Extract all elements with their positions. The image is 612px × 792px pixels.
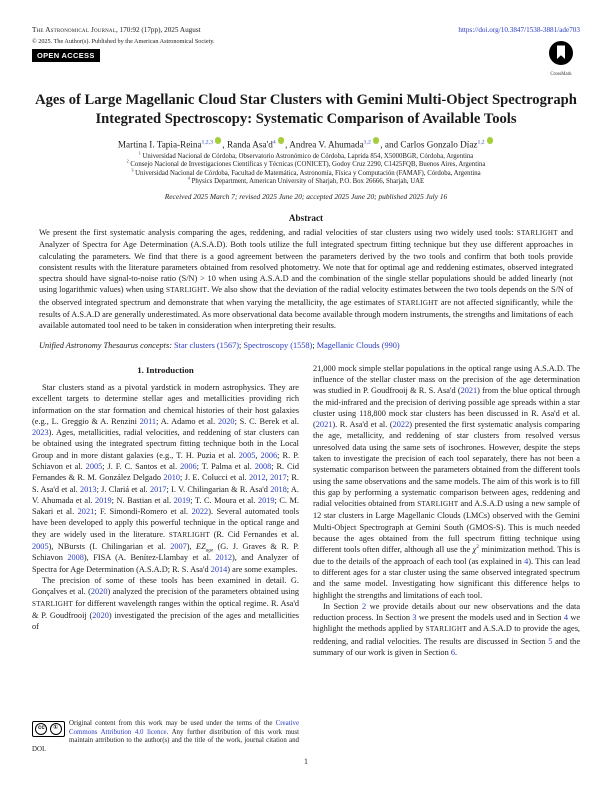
text-run: ) analyzed the precision of the parameters obtained using: [107, 587, 300, 597]
text-run: Star clusters stand as a pivotal yardstick in modern astrophysics. They are excellent targets to determine stellar ages and metallicities providing rich information on the star formation and chemical histories of their host galaxies (e.g., L. Greggio & A. Renzini: [32, 382, 299, 426]
text-run: and A.S.A.D to provide the ages, reddening, and radial velocities. The results are discussed in Section: [313, 624, 580, 646]
text-run: ), and Analyzer of Spectra for Age Determination (A.S.A.D; R. S. Asa'd: [32, 553, 299, 574]
text-run: 1: [138, 150, 141, 156]
crossmark-logo[interactable]: [548, 40, 574, 77]
text-run: . Any further distribution of this work must maintain attribution to the author(s) and the title of the work, journal citation and DOI.: [32, 728, 299, 753]
affiliation-line: [32, 178, 580, 187]
inline-link[interactable]: 2021: [77, 507, 95, 517]
doi-link[interactable]: https://doi.org/10.3847/1538-3881/ade703: [458, 26, 580, 34]
orcid-icon[interactable]: [215, 137, 222, 144]
text-run: ; R. S. Asa'd et al.: [32, 473, 299, 494]
text-run: 2: [476, 544, 479, 551]
orcid-icon[interactable]: [373, 137, 380, 144]
crossmark-icon: [548, 40, 574, 71]
text-run: ; R. P. Schiavon et al.: [32, 450, 299, 471]
inline-link[interactable]: 2014: [210, 564, 228, 574]
text-run: ; C. M. Sakari et al.: [32, 495, 299, 517]
text-run: The precision of some of these tools has been examined in detail. G. Gonçalves et al. (: [32, 575, 299, 597]
body-paragraph: [313, 363, 580, 601]
text-run: and Analyzer of Spectra for Age Determination (A.S.A.D). Both tools utilize the full integrated spectrum fitting technique but they use different approaches in calculating the parameters. We find that there is a good agreement between the parameters derived by the two tools and confirm that both tools provide consistent results with the literature parameters obtained from resolved photometry. We note that for optimal age and reddening estimates, observed integrated spectra should have signal-to-noise ratio (S/N) > 10 when using A.S.A.D and the combination of the single stellar populations should be added linearly (not using logarithmic values) when using: [39, 227, 573, 295]
inline-link[interactable]: 2017: [149, 484, 167, 494]
text-run: ; F. Simondi-Romero et al.: [94, 507, 192, 517]
text-run: and the summary of our work is given in Section: [313, 636, 580, 658]
text-run: 21,000 mock simple stellar populations in the optical range using A.S.A.D. The influence of the stellar cluster mass on the precision of the age determination was studied in P. Goudfrooij & R. S. Asa'd (: [313, 363, 580, 396]
text-run: ), NBursts (I. Chilingarian et al.: [48, 542, 171, 552]
cc-by-license-icon[interactable]: [32, 721, 65, 737]
inline-link[interactable]: 2020: [90, 587, 108, 597]
text-run: ),: [186, 542, 197, 552]
text-run: 2: [126, 158, 129, 164]
text-run: STARLIGHT: [32, 599, 74, 608]
text-run: ; T. C. Moura et al.: [190, 495, 258, 505]
open-access-badge: OPEN ACCESS: [32, 49, 100, 62]
text-run: ; A. V. Ahumada et al.: [32, 484, 299, 505]
inline-link[interactable]: 2005: [85, 461, 103, 471]
text-run: we present the models used and in Section: [416, 613, 564, 623]
text-run: are not affected significantly, while the results of A.S.A.D are generally underestimated. As more observational data become available through modern instruments, the strengths and limitations of each available automated tool need to be taken in consideration when interpreting their results.: [39, 297, 573, 331]
inline-link[interactable]: 2020: [217, 416, 235, 426]
text-run: ;: [239, 340, 244, 350]
text-run: EZ: [196, 542, 206, 552]
inline-link[interactable]: 2006: [260, 450, 278, 460]
inline-link[interactable]: 2011: [139, 416, 157, 426]
inline-link[interactable]: 2008: [254, 461, 272, 471]
text-run: ; A. Adamo et al.: [156, 416, 218, 426]
text-run: χ: [472, 545, 477, 555]
inline-link[interactable]: 1,2: [363, 139, 371, 146]
inline-link[interactable]: 2007: [170, 542, 187, 552]
thesaurus-concepts-line: [32, 341, 580, 350]
inline-link[interactable]: 1,2: [477, 139, 485, 146]
journal-info: [32, 26, 215, 62]
text-run: ), FISA (A. Benítez-Llambay et al.: [83, 553, 216, 563]
text-run: Original content from this work may be used under the terms of the: [69, 719, 276, 727]
text-run: , Andrea V. Ahumada: [285, 139, 364, 150]
inline-link[interactable]: 6: [450, 648, 455, 658]
inline-link[interactable]: 4: [272, 139, 276, 146]
text-run: STARLIGHT: [425, 625, 467, 634]
affiliations: [32, 150, 580, 187]
text-run: ; T. Palma et al.: [196, 461, 255, 471]
text-run: .: [454, 648, 458, 658]
section-heading-introduction: 1. Introduction: [137, 364, 194, 375]
abstract-heading: Abstract: [288, 212, 324, 223]
inline-link[interactable]: 2018: [270, 484, 287, 494]
text-run: ). Several automated tools have been developed to apply this powerful technique in the optical range and they are widely used in the literature.: [32, 507, 299, 539]
text-run: we highlight the methods applied by: [313, 613, 580, 634]
text-run: Consejo Nacional de Investigaciones Científicas y Técnicas (CONICET), Godoy Cruz 2290, C1425FQB, Buenos Aires, Argentina: [128, 161, 486, 169]
text-run: ; J. Clariá et al.: [96, 484, 150, 494]
text-run: ). Ages, metallicities, radial velocities, and reddening of star clusters can be obtained using the integrated spectrum fitting technique both in the Local Group and in more distant galaxies (e.g., T. H. Puzia et al.: [32, 428, 299, 460]
inline-link[interactable]: 2: [362, 601, 367, 611]
text-run: ;: [312, 340, 317, 350]
inline-link[interactable]: 3: [412, 613, 417, 623]
abstract-text: [32, 227, 580, 332]
cc-icon: cc: [35, 723, 47, 735]
by-person-icon: ①: [50, 723, 62, 735]
inline-link[interactable]: 2019: [257, 495, 275, 505]
text-run: 3: [131, 167, 134, 173]
inline-link[interactable]: 2021: [460, 386, 478, 396]
inline-link[interactable]: 2022: [191, 507, 209, 517]
text-run: ,: [255, 450, 261, 460]
text-run: Universidad Nacional de Córdoba, Observatorio Astronómico de Córdoba, Laprida 854, X5000BGR, Córdoba, Argentina: [140, 152, 474, 160]
text-run: (R. Cid Fernandes et al.: [209, 529, 299, 539]
journal-title-line: [32, 26, 215, 36]
inline-link[interactable]: 2019: [173, 495, 191, 505]
text-run: Martina I. Tapia-Reina: [117, 139, 202, 150]
right-column: [313, 363, 580, 755]
orcid-icon[interactable]: [487, 137, 494, 144]
header-right: [458, 26, 580, 77]
text-run: ) investigated the precision of the ages and metallicities of: [32, 610, 299, 632]
inline-link[interactable]: Star clusters (1567): [174, 340, 240, 350]
inline-link[interactable]: Magellanic Clouds (990): [316, 340, 400, 350]
inline-link[interactable]: 2020: [92, 610, 109, 620]
inline-link[interactable]: 4: [563, 613, 568, 623]
text-run: We present the first systematic analysis comparing the ages, reddening, and radial velocities of star clusters using two widely used tools:: [39, 227, 517, 237]
text-run: . We also show that the deviation of the radial velocity estimates between the two tools depends on the S/N of the observed integrated spectrum and demonstrate that when varying the metallicity, the age estimates of: [39, 285, 573, 307]
text-run: we provide details about our new observations and the data reduction process. In Section: [313, 601, 580, 623]
inline-link[interactable]: 2010: [163, 473, 181, 483]
text-run: STARLIGHT: [516, 228, 558, 237]
inline-link[interactable]: 2021: [315, 420, 333, 430]
body-paragraph: [313, 601, 580, 658]
body-columns: [32, 363, 580, 755]
text-run: (G. J. Graves & R. P. Schiavon: [32, 542, 300, 563]
text-run: ,: [265, 473, 271, 483]
text-run: Physics Department, American University of Sharjah, P.O. Box 26666, Sharjah, UAE: [189, 178, 425, 186]
text-run: ; S. C. Berek et al.: [234, 416, 299, 426]
text-run: STARLIGHT: [397, 298, 439, 307]
affiliation-line: [32, 150, 580, 162]
text-run: minimization method. This is due to the details of the approach of each tool (as explained in: [313, 545, 580, 566]
inline-link[interactable]: 2017: [270, 473, 287, 483]
body-paragraph: [32, 382, 299, 575]
text-run: ). R. Asa'd et al. (: [332, 420, 393, 430]
page-header: [32, 26, 580, 77]
copyright-line: © 2025. The Author(s). Published by the American Astronomical Society.: [32, 37, 215, 45]
inline-link[interactable]: 5: [548, 636, 553, 646]
text-run: ). This can lead to different ages for a star cluster using the same observed integrated spectrum and the same model. Investigating how significant this difference helps to highlight the strengths and limitations of each tool.: [313, 556, 580, 600]
text-run: In Section: [323, 601, 362, 611]
body-paragraph: [32, 575, 299, 632]
inline-link[interactable]: 2012: [215, 553, 232, 563]
inline-link[interactable]: 2008: [67, 553, 84, 563]
license-footnote: [32, 712, 299, 755]
received-dates-line: Received 2025 March 7; revised 2025 June 20; accepted 2025 June 20; published 2025 July 16: [164, 191, 448, 201]
inline-link[interactable]: Creative Commons Attribution 4.0 licence: [69, 719, 299, 736]
text-run: 4: [187, 176, 190, 182]
crossmark-caption: CrossMark: [550, 72, 572, 77]
orcid-icon[interactable]: [278, 137, 285, 144]
text-run: , and Carlos Gonzalo Díaz: [380, 139, 478, 150]
text-run: ; R. Cid Fernandes & R. M. González Delgado: [32, 461, 300, 483]
inline-link[interactable]: 2006: [180, 461, 197, 471]
page-number: 1: [303, 756, 309, 766]
inline-link[interactable]: 1,2,3: [201, 139, 213, 146]
text-run: Unified Astronomy Thesaurus concepts:: [39, 340, 175, 350]
text-run: , Randa Asa'd: [222, 139, 273, 150]
inline-link[interactable]: Spectroscopy (1558): [243, 340, 313, 350]
footnote-text: [32, 720, 299, 753]
text-run: , 170:92 (17pp), 2025 August: [116, 26, 201, 34]
text-run: Universidad Nacional de Córdoba, Facultad de Matemática, Astronomía, Física y Computación (FAMAF), Córdoba, Argentina: [133, 169, 481, 177]
text-run: ; J. E. Colucci et al.: [180, 473, 249, 483]
text-run: ) presented the first systematic analysis comparing the age, metallicity, and reddening of star clusters from resolved versus unresolved data using the same sets of isochrones. However, despite the steps taken to investigate the precision of each tool separately, there has not been a systematic comparison between the parameters obtained from the different tools using the same observations and the same models. The aim of this work is to fill this gap by performing a systematic comparison between ages, reddening and radial velocities obtained from: [313, 420, 580, 509]
text-run: for different wavelength ranges within the optical regime. R. Asa'd & P. Goudfrooij (: [32, 598, 299, 620]
text-run: ; I. V. Chilingarian & R. Asa'd: [166, 484, 271, 494]
text-run: The Astronomical Journal: [32, 26, 116, 34]
inline-link[interactable]: 2005: [32, 542, 49, 552]
paper-title: Ages of Large Magellanic Cloud Star Clusters with Gemini Multi-Object Spectrograph Integrated Spectroscopy: Systematic Comparison of Available Tools: [35, 92, 577, 127]
author-list: [32, 137, 580, 150]
inline-link[interactable]: 2023: [32, 428, 49, 438]
text-run: STARLIGHT: [168, 530, 210, 539]
text-run: STARLIGHT: [417, 500, 459, 509]
text-run: ) from the blue optical through the mid-infrared and the precision of deriving possible age spreads within a star cluster using 118,800 mock star clusters has been discussed in R. Asa'd et al. (: [313, 386, 580, 430]
text-run: ) are some examples.: [227, 564, 298, 574]
text-run: age: [205, 547, 214, 554]
inline-link[interactable]: 2005: [238, 450, 256, 460]
left-column: [32, 363, 299, 755]
inline-link[interactable]: 2013: [79, 484, 97, 494]
text-run: ; N. Bastian et al.: [111, 495, 174, 505]
inline-link[interactable]: 2012: [249, 473, 266, 483]
text-run: ; J. F. C. Santos et al.: [102, 461, 181, 471]
text-run: STARLIGHT: [166, 286, 208, 295]
inline-link[interactable]: 2022: [392, 420, 410, 430]
inline-link[interactable]: 2019: [95, 495, 112, 505]
inline-link[interactable]: 4: [524, 556, 529, 566]
text-run: and A.S.A.D using a new sample of 12 star clusters in Large Magellanic Clouds (LMCs) observed with the Gemini Multi-Object Spectrograph at Gemini South (GMOS-S). This is much needed because the ages obtained from the full spectrum fitting technique using different tools often differ, although all use the: [313, 499, 580, 555]
